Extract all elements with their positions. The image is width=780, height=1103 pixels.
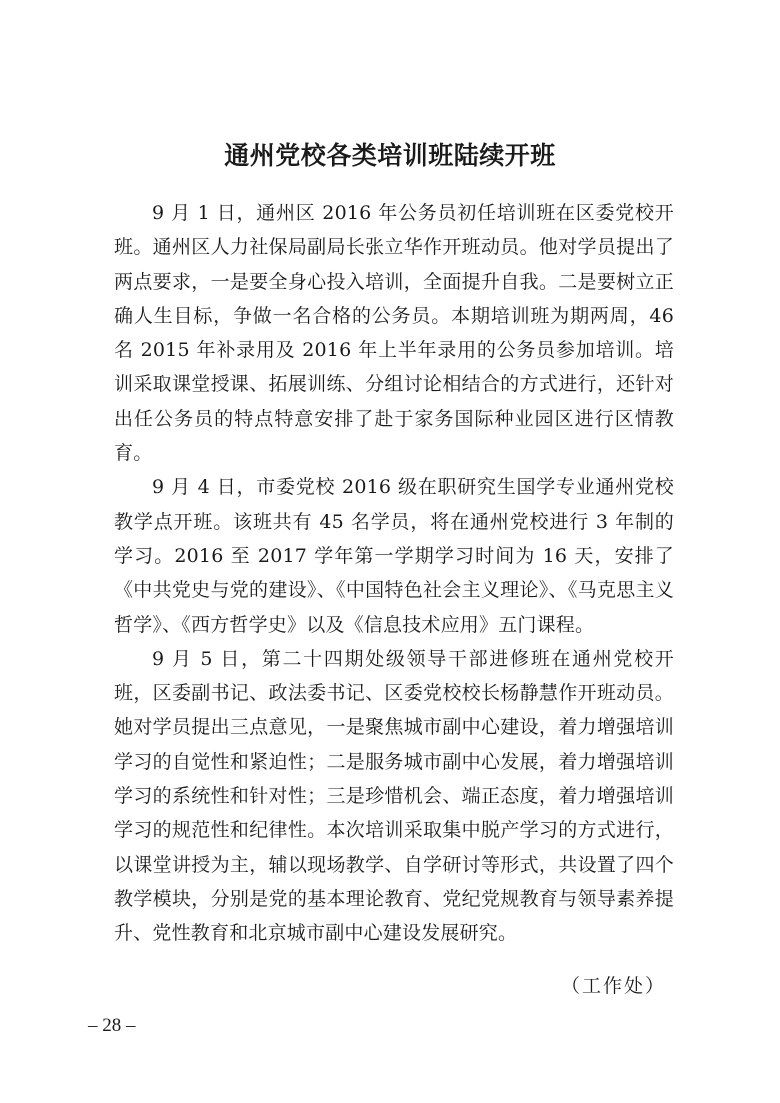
page-number: – 28 – [88,1015,136,1036]
paragraph-1: 9 月 1 日，通州区 2016 年公务员初任培训班在区委党校开班。通州区人力社保局副局长张立华作开班动员。他对学员提出了两点要求，一是要全身心投入培训，全面提升自我。二是要树立正确人生目标，争做一名合格的公务员。本期培训班为期两周，46 名 2015 年补录用及 2016 年上半年录用的公务员参加培训。培训采取课堂授课、拓展训练、分组讨论相结合的方式进行，还针对出任公务员的特点特意安排了赴于家务国际种业园区进行区情教育。 [114,202,674,465]
article-title: 通州党校各类培训班陆续开班 [224,141,556,170]
department-signature: （工作处） [560,975,666,997]
paragraph-3: 9 月 5 日，第二十四期处级领导干部进修班在通州党校开班，区委副书记、政法委书记、区委党校校长杨静慧作开班动员。她对学员提出三点意见，一是聚焦城市副中心建设，着力增强培训学习的自觉性和紧迫性；二是服务城市副中心发展，着力增强培训学习的系统性和针对性；三是珍惜机会、端正态度，着力增强培训学习的规范性和纪律性。本次培训采取集中脱产学习的方式进行，以课堂讲授为主，辅以现场教学、自学研讨等形式，共设置了四个教学模块，分别是党的基本理论教育、党纪党规教育与领导素养提升、党性教育和北京城市副中心建设发展研究。 [114,647,674,945]
paragraph-2: 9 月 4 日，市委党校 2016 级在职研究生国学专业通州党校教学点开班。该班共有 45 名学员，将在通州党校进行 3 年制的学习。2016 至 2017 学年第一学期学习时间为 16 天，安排了《中共党史与党的建设》、《中国特色社会主义理论》、《马克思主义哲学》、《西方哲学史》以及《信息技术应用》五门课程。 [114,476,674,636]
article-body [114,196,674,951]
